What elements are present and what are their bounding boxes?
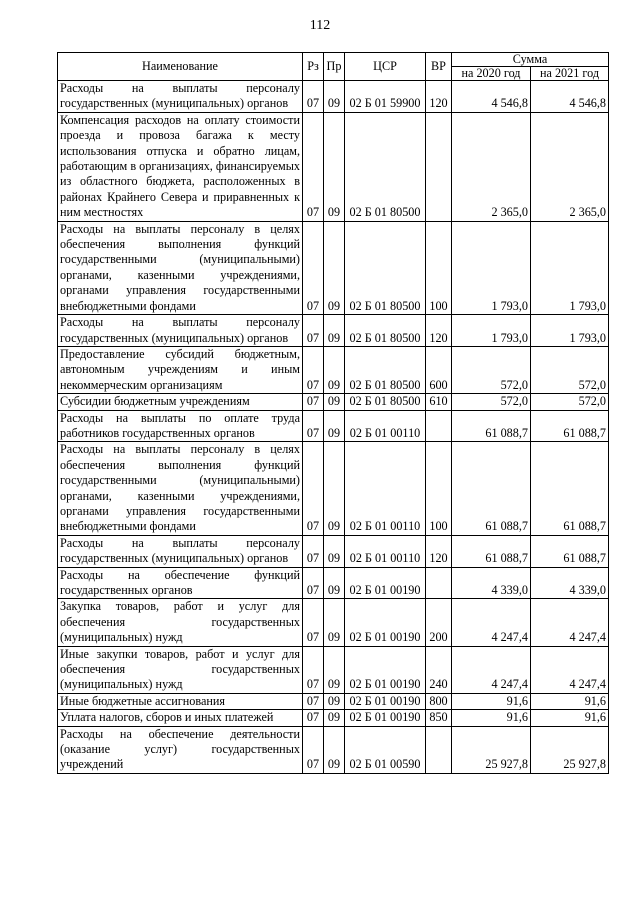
cell-csr: 02 Б 01 00190 <box>345 599 426 646</box>
table-row <box>58 112 609 221</box>
cell-name: Расходы на обеспечение деятельности (оказание услуг) государственных учреждений <box>58 726 303 773</box>
cell-sum-2020: 61 088,7 <box>452 442 531 535</box>
cell-rz: 07 <box>303 567 324 599</box>
cell-csr: 02 Б 01 00590 <box>345 726 426 773</box>
cell-rz: 07 <box>303 221 324 314</box>
cell-pr: 09 <box>324 394 345 410</box>
cell-sum-2021: 91,6 <box>531 710 609 726</box>
cell-pr: 09 <box>324 221 345 314</box>
cell-vr: 600 <box>426 346 452 393</box>
cell-sum-2020: 4 247,4 <box>452 599 531 646</box>
cell-csr: 02 Б 01 00190 <box>345 710 426 726</box>
cell-pr: 09 <box>324 535 345 567</box>
cell-rz: 07 <box>303 710 324 726</box>
header-csr: ЦСР <box>345 53 426 81</box>
cell-sum-2020: 91,6 <box>452 693 531 709</box>
cell-name: Субсидии бюджетным учреждениям <box>58 394 303 410</box>
cell-vr: 120 <box>426 535 452 567</box>
cell-name: Закупка товаров, работ и услуг для обеспечения государственных (муниципальных) нужд <box>58 599 303 646</box>
cell-sum-2021: 4 247,4 <box>531 646 609 693</box>
cell-sum-2021: 2 365,0 <box>531 112 609 221</box>
cell-pr: 09 <box>324 693 345 709</box>
cell-name: Расходы на обеспечение функций государственных органов <box>58 567 303 599</box>
table-row <box>58 710 609 726</box>
cell-sum-2020: 4 546,8 <box>452 81 531 113</box>
cell-pr: 09 <box>324 567 345 599</box>
header-vr: ВР <box>426 53 452 81</box>
cell-sum-2021: 1 793,0 <box>531 221 609 314</box>
cell-vr: 100 <box>426 442 452 535</box>
cell-pr: 09 <box>324 410 345 442</box>
cell-vr <box>426 567 452 599</box>
cell-vr <box>426 112 452 221</box>
cell-sum-2020: 61 088,7 <box>452 410 531 442</box>
cell-rz: 07 <box>303 693 324 709</box>
cell-pr: 09 <box>324 81 345 113</box>
cell-sum-2021: 4 339,0 <box>531 567 609 599</box>
header-pr: Пр <box>324 53 345 81</box>
table-row <box>58 346 609 393</box>
cell-sum-2020: 4 339,0 <box>452 567 531 599</box>
table-header <box>58 53 609 81</box>
table-row <box>58 535 609 567</box>
cell-vr: 100 <box>426 221 452 314</box>
cell-rz: 07 <box>303 599 324 646</box>
budget-table <box>57 52 609 774</box>
cell-pr: 09 <box>324 646 345 693</box>
cell-rz: 07 <box>303 112 324 221</box>
cell-name: Иные бюджетные ассигнования <box>58 693 303 709</box>
cell-sum-2020: 25 927,8 <box>452 726 531 773</box>
table-row <box>58 693 609 709</box>
cell-rz: 07 <box>303 394 324 410</box>
cell-sum-2021: 61 088,7 <box>531 410 609 442</box>
table-row <box>58 442 609 535</box>
cell-vr: 800 <box>426 693 452 709</box>
cell-rz: 07 <box>303 410 324 442</box>
cell-rz: 07 <box>303 81 324 113</box>
cell-name: Расходы на выплаты персоналу государственных (муниципальных) органов <box>58 315 303 347</box>
cell-rz: 07 <box>303 726 324 773</box>
cell-csr: 02 Б 01 00110 <box>345 535 426 567</box>
cell-csr: 02 Б 01 80500 <box>345 394 426 410</box>
cell-vr: 120 <box>426 81 452 113</box>
cell-sum-2020: 1 793,0 <box>452 221 531 314</box>
header-year-2021: на 2021 год <box>531 67 609 81</box>
cell-sum-2021: 61 088,7 <box>531 535 609 567</box>
header-sum: Сумма <box>452 53 609 67</box>
cell-csr: 02 Б 01 00110 <box>345 442 426 535</box>
cell-vr: 850 <box>426 710 452 726</box>
table-row <box>58 394 609 410</box>
table-row <box>58 410 609 442</box>
cell-csr: 02 Б 01 00190 <box>345 693 426 709</box>
cell-pr: 09 <box>324 710 345 726</box>
cell-vr <box>426 726 452 773</box>
cell-name: Расходы на выплаты по оплате труда работников государственных органов <box>58 410 303 442</box>
cell-rz: 07 <box>303 346 324 393</box>
cell-sum-2021: 1 793,0 <box>531 315 609 347</box>
cell-pr: 09 <box>324 726 345 773</box>
cell-vr: 240 <box>426 646 452 693</box>
cell-csr: 02 Б 01 80500 <box>345 221 426 314</box>
cell-pr: 09 <box>324 599 345 646</box>
cell-sum-2021: 572,0 <box>531 394 609 410</box>
cell-pr: 09 <box>324 442 345 535</box>
cell-name: Расходы на выплаты персоналу в целях обеспечения выполнения функций государственными (муниципальными) органами, казенными учреждениями, органами управления государственными внебюджетными фондами <box>58 221 303 314</box>
cell-name: Предоставление субсидий бюджетным, автономным учреждениям и иным некоммерческим организациям <box>58 346 303 393</box>
cell-name: Иные закупки товаров, работ и услуг для обеспечения государственных (муниципальных) нужд <box>58 646 303 693</box>
cell-pr: 09 <box>324 315 345 347</box>
cell-vr: 120 <box>426 315 452 347</box>
cell-name: Расходы на выплаты персоналу государственных (муниципальных) органов <box>58 535 303 567</box>
cell-vr: 200 <box>426 599 452 646</box>
cell-csr: 02 Б 01 80500 <box>345 346 426 393</box>
cell-vr: 610 <box>426 394 452 410</box>
header-year-2020: на 2020 год <box>452 67 531 81</box>
table-row <box>58 726 609 773</box>
cell-sum-2021: 4 546,8 <box>531 81 609 113</box>
header-rz: Рз <box>303 53 324 81</box>
table-row <box>58 221 609 314</box>
cell-csr: 02 Б 01 00190 <box>345 646 426 693</box>
header-name: Наименование <box>58 53 303 81</box>
table-row <box>58 599 609 646</box>
cell-sum-2021: 25 927,8 <box>531 726 609 773</box>
cell-sum-2020: 4 247,4 <box>452 646 531 693</box>
cell-sum-2020: 572,0 <box>452 346 531 393</box>
cell-sum-2021: 4 247,4 <box>531 599 609 646</box>
cell-rz: 07 <box>303 315 324 347</box>
cell-sum-2020: 2 365,0 <box>452 112 531 221</box>
cell-rz: 07 <box>303 535 324 567</box>
cell-name: Компенсация расходов на оплату стоимости проезда и провоза багажа к месту использования отпуска и обратно лицам, работающим в организациях, финансируемых из областного бюджета, расположенных в районах Крайнего Севера и приравненных к ним местностях <box>58 112 303 221</box>
cell-csr: 02 Б 01 80500 <box>345 315 426 347</box>
cell-sum-2021: 572,0 <box>531 346 609 393</box>
cell-name: Расходы на выплаты персоналу в целях обеспечения выполнения функций государственными (муниципальными) органами, казенными учреждениями, органами управления государственными внебюджетными фондами <box>58 442 303 535</box>
cell-sum-2020: 91,6 <box>452 710 531 726</box>
cell-csr: 02 Б 01 00190 <box>345 567 426 599</box>
table-row <box>58 81 609 113</box>
cell-csr: 02 Б 01 00110 <box>345 410 426 442</box>
cell-pr: 09 <box>324 346 345 393</box>
page-number: 112 <box>309 18 331 33</box>
cell-sum-2021: 61 088,7 <box>531 442 609 535</box>
cell-csr: 02 Б 01 59900 <box>345 81 426 113</box>
table-row <box>58 315 609 347</box>
cell-sum-2020: 1 793,0 <box>452 315 531 347</box>
cell-sum-2020: 572,0 <box>452 394 531 410</box>
cell-rz: 07 <box>303 646 324 693</box>
cell-rz: 07 <box>303 442 324 535</box>
cell-name: Уплата налогов, сборов и иных платежей <box>58 710 303 726</box>
cell-csr: 02 Б 01 80500 <box>345 112 426 221</box>
cell-sum-2020: 61 088,7 <box>452 535 531 567</box>
table-body <box>58 81 609 774</box>
cell-pr: 09 <box>324 112 345 221</box>
cell-vr <box>426 410 452 442</box>
table-row <box>58 646 609 693</box>
cell-sum-2021: 91,6 <box>531 693 609 709</box>
table-row <box>58 567 609 599</box>
cell-name: Расходы на выплаты персоналу государственных (муниципальных) органов <box>58 81 303 113</box>
